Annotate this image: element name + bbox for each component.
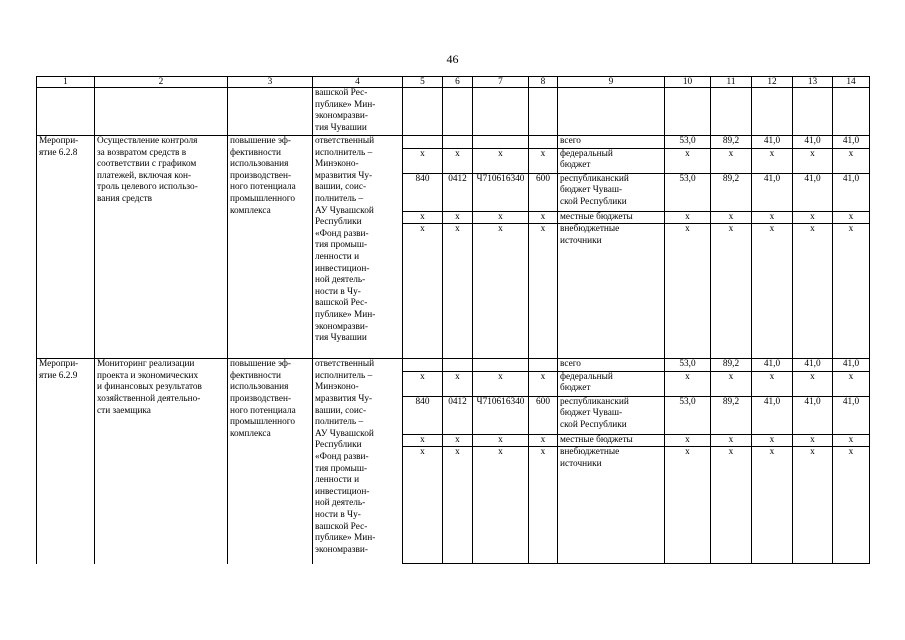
- value-col-12: 41,0: [752, 359, 793, 372]
- value-col-13: x: [793, 224, 833, 359]
- budget-code-section: [443, 136, 473, 149]
- value-col-14: 41,0: [833, 396, 870, 434]
- budget-code-grbs: x: [403, 434, 443, 447]
- value-col-13: x: [793, 211, 833, 224]
- cell: [529, 88, 558, 136]
- budget-code-expense-type: x: [529, 447, 558, 564]
- cell: [228, 88, 313, 136]
- budget-code-target: [473, 136, 529, 149]
- value-col-13: 41,0: [793, 359, 833, 372]
- value-col-11: 89,2: [711, 396, 752, 434]
- budget-code-section: x: [443, 434, 473, 447]
- budget-code-expense-type: x: [529, 371, 558, 396]
- funding-source: всего: [558, 359, 665, 372]
- continuation-row: [37, 88, 870, 136]
- budget-code-section: 0412: [443, 396, 473, 434]
- cell: [37, 88, 95, 136]
- value-col-13: x: [793, 371, 833, 396]
- budget-code-expense-type: 600: [529, 173, 558, 211]
- budget-code-grbs: 840: [403, 396, 443, 434]
- budget-code-grbs: x: [403, 371, 443, 396]
- value-col-13: 41,0: [793, 136, 833, 149]
- budget-code-section: x: [443, 211, 473, 224]
- value-col-12: x: [752, 371, 793, 396]
- header-cell: 7: [473, 77, 529, 88]
- funding-source: республиканский бюджет Чуваш- ской Республики: [558, 396, 665, 434]
- cell: [473, 88, 529, 136]
- header-cell: 10: [665, 77, 711, 88]
- header-cell: 1: [37, 77, 95, 88]
- value-col-10: 53,0: [665, 173, 711, 211]
- cell: [558, 88, 665, 136]
- budget-code-expense-type: 600: [529, 396, 558, 434]
- header-cell: 4: [313, 77, 403, 88]
- value-col-14: x: [833, 211, 870, 224]
- value-col-10: x: [665, 148, 711, 173]
- budget-code-grbs: [403, 359, 443, 372]
- header-cell: 5: [403, 77, 443, 88]
- budget-code-expense-type: [529, 359, 558, 372]
- funding-source: федеральный бюджет: [558, 371, 665, 396]
- value-col-13: 41,0: [793, 396, 833, 434]
- budget-code-target: Ч710616340: [473, 173, 529, 211]
- value-col-11: 89,2: [711, 359, 752, 372]
- budget-code-section: x: [443, 224, 473, 359]
- measures-body: [37, 136, 870, 564]
- budget-code-grbs: 840: [403, 173, 443, 211]
- cell: [752, 88, 793, 136]
- funding-row: [37, 136, 870, 149]
- value-col-11: x: [711, 434, 752, 447]
- budget-code-grbs: [403, 136, 443, 149]
- value-col-11: x: [711, 447, 752, 564]
- funding-source: республиканский бюджет Чуваш- ской Республики: [558, 173, 665, 211]
- funding-source: внебюджетные источники: [558, 224, 665, 359]
- value-col-10: x: [665, 434, 711, 447]
- budget-code-expense-type: [529, 136, 558, 149]
- value-col-12: 41,0: [752, 173, 793, 211]
- page-number: 46: [446, 52, 459, 66]
- value-col-11: x: [711, 148, 752, 173]
- measure-name: Мониторинг реализации проекта и экономических и финансовых результатов хозяйственной деятельно- сти заемщика: [95, 359, 228, 564]
- budget-code-section: [443, 359, 473, 372]
- cell: [403, 88, 443, 136]
- value-col-12: 41,0: [752, 136, 793, 149]
- budget-code-expense-type: x: [529, 148, 558, 173]
- value-col-13: x: [793, 434, 833, 447]
- value-col-14: 41,0: [833, 136, 870, 149]
- measure-executor: ответственный исполнитель – Минэконо- мразвития Чу- вашии, соис- полнитель – АУ Чувашской Республики «Фонд разви- тия промыш- ленности и инвестицион- ной деятель- ности в Чу- вашской Рес- публике» Мин- экономразви- тия Чувашии: [313, 136, 403, 359]
- funding-source: внебюджетные источники: [558, 447, 665, 564]
- budget-code-target: Ч710616340: [473, 396, 529, 434]
- value-col-14: x: [833, 371, 870, 396]
- value-col-14: x: [833, 148, 870, 173]
- budget-code-expense-type: x: [529, 224, 558, 359]
- program-activities-table: [36, 76, 870, 564]
- budget-code-expense-type: x: [529, 211, 558, 224]
- header-cell: 11: [711, 77, 752, 88]
- value-col-14: x: [833, 447, 870, 564]
- funding-source: местные бюджеты: [558, 211, 665, 224]
- value-col-10: x: [665, 447, 711, 564]
- cell: [443, 88, 473, 136]
- header-cell: 2: [95, 77, 228, 88]
- funding-source: местные бюджеты: [558, 434, 665, 447]
- cell: [793, 88, 833, 136]
- measure-executor: ответственный исполнитель – Минэконо- мразвития Чу- вашии, соис- полнитель – АУ Чувашской Республики «Фонд разви- тия промыш- ленности и инвестицион- ной деятель- ности в Чу- вашской Рес- публике» Мин- экономразви-: [313, 359, 403, 564]
- column-number-row: [37, 77, 870, 88]
- value-col-14: 41,0: [833, 359, 870, 372]
- budget-code-grbs: x: [403, 211, 443, 224]
- budget-code-section: x: [443, 447, 473, 564]
- budget-code-section: x: [443, 371, 473, 396]
- value-col-10: x: [665, 224, 711, 359]
- funding-row: [37, 359, 870, 372]
- value-col-14: x: [833, 224, 870, 359]
- measure-goal: повышение эф- фективности использования производствен- ного потенциала промышленного комплекса: [228, 136, 313, 359]
- value-col-14: 41,0: [833, 173, 870, 211]
- budget-code-grbs: x: [403, 224, 443, 359]
- budget-code-target: x: [473, 371, 529, 396]
- header-cell: 13: [793, 77, 833, 88]
- cell: [665, 88, 711, 136]
- measure-id: Меропри- ятие 6.2.8: [37, 136, 95, 359]
- value-col-11: 89,2: [711, 136, 752, 149]
- budget-code-target: x: [473, 434, 529, 447]
- value-col-12: x: [752, 211, 793, 224]
- budget-code-target: x: [473, 224, 529, 359]
- value-col-10: x: [665, 371, 711, 396]
- value-col-13: x: [793, 148, 833, 173]
- header-cell: 9: [558, 77, 665, 88]
- budget-code-target: [473, 359, 529, 372]
- measure-id: Меропри- ятие 6.2.9: [37, 359, 95, 564]
- funding-source: всего: [558, 136, 665, 149]
- cell: [833, 88, 870, 136]
- header-cell: 8: [529, 77, 558, 88]
- header-cell: 3: [228, 77, 313, 88]
- value-col-13: x: [793, 447, 833, 564]
- budget-code-section: 0412: [443, 173, 473, 211]
- budget-code-grbs: x: [403, 148, 443, 173]
- budget-code-grbs: x: [403, 447, 443, 564]
- value-col-12: 41,0: [752, 396, 793, 434]
- measure-goal: повышение эф- фективности использования производствен- ного потенциала промышленного комплекса: [228, 359, 313, 564]
- value-col-13: 41,0: [793, 173, 833, 211]
- value-col-11: x: [711, 371, 752, 396]
- value-col-10: x: [665, 211, 711, 224]
- value-col-14: x: [833, 434, 870, 447]
- executor-continuation: вашской Рес- публике» Мин- экономразви- тия Чувашии: [313, 88, 403, 136]
- funding-source: федеральный бюджет: [558, 148, 665, 173]
- value-col-11: x: [711, 211, 752, 224]
- cell: [95, 88, 228, 136]
- value-col-12: x: [752, 224, 793, 359]
- budget-code-section: x: [443, 148, 473, 173]
- value-col-10: 53,0: [665, 396, 711, 434]
- value-col-12: x: [752, 148, 793, 173]
- cell: [711, 88, 752, 136]
- value-col-12: x: [752, 434, 793, 447]
- value-col-11: 89,2: [711, 173, 752, 211]
- measure-name: Осуществление контроля за возвратом средств в соответствии с графиком платежей, включая кон- троль целевого использо- вания средств: [95, 136, 228, 359]
- budget-code-target: x: [473, 211, 529, 224]
- budget-code-expense-type: x: [529, 434, 558, 447]
- budget-code-target: x: [473, 148, 529, 173]
- value-col-10: 53,0: [665, 136, 711, 149]
- header-cell: 6: [443, 77, 473, 88]
- value-col-10: 53,0: [665, 359, 711, 372]
- header-cell: 14: [833, 77, 870, 88]
- value-col-12: x: [752, 447, 793, 564]
- value-col-11: x: [711, 224, 752, 359]
- header-cell: 12: [752, 77, 793, 88]
- budget-code-target: x: [473, 447, 529, 564]
